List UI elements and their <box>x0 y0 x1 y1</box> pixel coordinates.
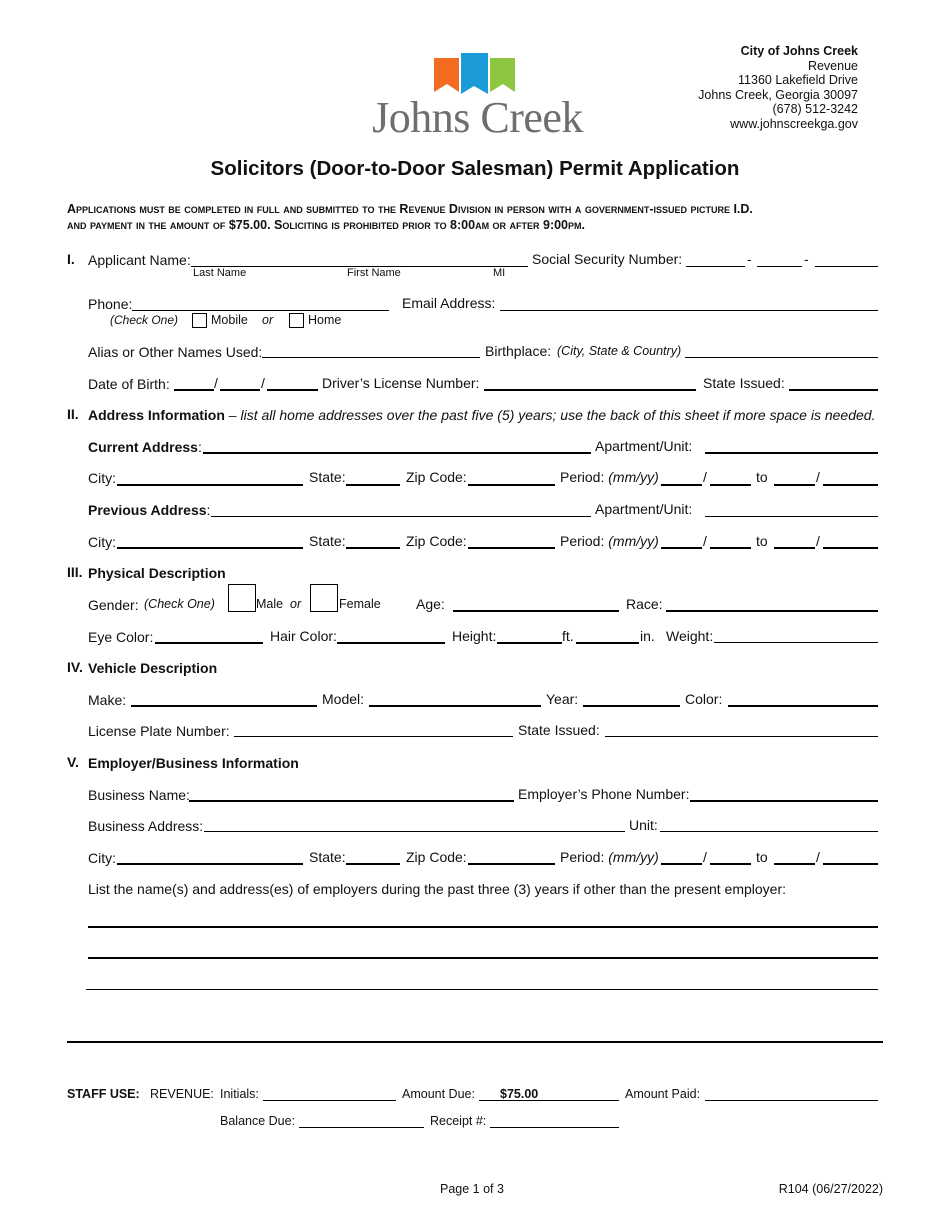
previous-city-label: City: <box>88 534 116 550</box>
city-website: www.johnscreekga.gov <box>730 116 858 131</box>
orange-flag <box>434 58 459 92</box>
business-zip-field[interactable] <box>468 863 555 865</box>
business-to-year-field[interactable] <box>823 863 878 865</box>
initials-label: Initials: <box>220 1087 259 1101</box>
female-label: Female <box>339 597 381 611</box>
business-from-month-field[interactable] <box>661 863 702 865</box>
dl-number-label: Driver’s License Number: <box>322 375 480 391</box>
blue-flag <box>461 53 488 94</box>
gender-label: Gender: <box>88 597 139 613</box>
logo-text: Johns Creek <box>372 93 583 142</box>
ssn-part-3-field[interactable] <box>815 266 878 267</box>
ssn-part-1-field[interactable] <box>686 266 745 267</box>
current-from-year-field[interactable] <box>710 484 751 486</box>
dl-number-field[interactable] <box>484 389 696 391</box>
make-field[interactable] <box>131 705 317 707</box>
dob-year-field[interactable] <box>267 389 318 391</box>
employers-list-line-1[interactable] <box>88 926 878 928</box>
weight-label: Weight: <box>666 628 714 644</box>
business-to-label: to <box>756 849 768 865</box>
last-name-caption: Last Name <box>193 267 247 279</box>
business-state-label: State: <box>309 849 346 865</box>
staff-use-label: STAFF USE: <box>67 1087 140 1101</box>
address-info-title: Address Information <box>88 407 225 423</box>
city-name: City of Johns Creek <box>740 44 858 58</box>
current-zip-field[interactable] <box>468 484 555 486</box>
staff-divider <box>67 1041 883 1043</box>
plate-field[interactable] <box>234 736 513 737</box>
section-5-heading: Employer/Business Information <box>88 755 299 771</box>
male-checkbox[interactable] <box>228 584 256 612</box>
dl-state-label: State Issued: <box>703 375 785 391</box>
current-zip-label: Zip Code: <box>406 469 467 485</box>
hair-color-label: Hair Color: <box>270 628 337 644</box>
ssn-part-2-field[interactable] <box>757 266 802 267</box>
section-4-heading: Vehicle Description <box>88 660 218 676</box>
notice-line-1: Applications must be completed in full and submitted to the Revenue Division in person with a government-issued picture I.D. <box>67 202 753 216</box>
page-title: Solicitors (Door-to-Door Salesman) Permit Application <box>210 157 740 180</box>
male-label: Male <box>256 597 284 611</box>
city-address-block <box>698 44 858 131</box>
previous-city-field[interactable] <box>117 547 303 549</box>
birthplace-field[interactable] <box>685 357 878 358</box>
business-city-field[interactable] <box>117 863 303 865</box>
business-unit-label: Unit: <box>629 817 658 833</box>
current-period-mmyy: (mm/yy) <box>608 469 659 485</box>
current-state-field[interactable] <box>346 484 400 486</box>
section-3-heading: Physical Description <box>88 565 226 581</box>
gender-or: or <box>290 597 302 611</box>
business-state-field[interactable] <box>346 863 400 865</box>
receipt-field[interactable] <box>490 1127 619 1128</box>
model-field[interactable] <box>369 705 541 707</box>
mobile-label: Mobile <box>211 313 248 327</box>
previous-from-slash: / <box>703 533 707 549</box>
previous-period-mmyy: (mm/yy) <box>608 533 659 549</box>
height-label: Height: <box>452 628 497 644</box>
email-label: Email Address: <box>402 295 496 311</box>
current-to-label: to <box>756 469 768 485</box>
business-to-slash: / <box>816 849 820 865</box>
previous-zip-field[interactable] <box>468 547 555 549</box>
dob-month-field[interactable] <box>174 389 214 391</box>
current-apt-label: Apartment/Unit: <box>595 438 693 454</box>
current-from-slash: / <box>703 469 707 485</box>
notice-line-2: and payment in the amount of $75.00. Soliciting is prohibited prior to 8:00am or after 9:00pm. <box>67 218 585 232</box>
business-zip-label: Zip Code: <box>406 849 467 865</box>
amount-due-value: $75.00 <box>500 1087 539 1101</box>
ssn-dash-1: - <box>747 251 752 267</box>
mobile-checkbox[interactable] <box>192 313 207 328</box>
page-number: Page 1 of 3 <box>440 1182 504 1196</box>
first-name-caption: First Name <box>347 267 401 279</box>
business-name-label: Business Name: <box>88 787 190 803</box>
height-ft-field[interactable] <box>497 642 562 644</box>
dl-state-field[interactable] <box>789 389 878 391</box>
birthplace-hint: (City, State & Country) <box>557 344 682 358</box>
previous-state-field[interactable] <box>346 547 400 549</box>
previous-state-label: State: <box>309 533 346 549</box>
ssn-label: Social Security Number: <box>532 251 683 267</box>
dob-day-field[interactable] <box>220 389 260 391</box>
model-label: Model: <box>322 691 365 707</box>
current-to-month-field[interactable] <box>774 484 815 486</box>
previous-period-label <box>560 533 659 549</box>
street-address: 11360 Lakefield Drive <box>738 73 858 87</box>
receipt-label: Receipt #: <box>430 1114 487 1128</box>
home-checkbox[interactable] <box>289 313 304 328</box>
business-period-mmyy: (mm/yy) <box>608 849 659 865</box>
employer-phone-field[interactable] <box>690 800 878 802</box>
business-address-field[interactable] <box>204 831 625 832</box>
current-city-field[interactable] <box>117 484 303 486</box>
business-city-label: City: <box>88 850 116 866</box>
initials-field[interactable] <box>263 1100 396 1101</box>
race-field[interactable] <box>666 610 878 612</box>
business-address-label: Business Address: <box>88 818 204 834</box>
height-in-unit: in. <box>640 628 655 644</box>
city-logo <box>355 50 600 145</box>
current-to-year-field[interactable] <box>823 484 878 486</box>
dob-label: Date of Birth: <box>88 376 170 392</box>
previous-address-label <box>88 501 210 519</box>
previous-address-title: Previous Address <box>88 502 207 518</box>
phone-label: Phone: <box>88 296 133 312</box>
employer-phone-label: Employer’s Phone Number: <box>518 786 690 802</box>
current-city-label: City: <box>88 470 116 486</box>
section-3-numeral: III. <box>67 564 83 580</box>
ssn-dash-2: - <box>804 251 809 267</box>
plate-state-label: State Issued: <box>518 722 600 738</box>
previous-from-year-field[interactable] <box>710 547 751 549</box>
green-flag <box>490 58 515 92</box>
phone-check-one: (Check One) <box>110 313 179 327</box>
eye-color-label: Eye Color: <box>88 629 154 645</box>
business-name-field[interactable] <box>189 800 514 802</box>
phone-or: or <box>262 313 274 327</box>
age-field[interactable] <box>453 610 619 612</box>
applicant-name-label: Applicant Name: <box>88 252 191 268</box>
balance-due-label: Balance Due: <box>220 1114 296 1128</box>
height-in-field[interactable] <box>576 642 639 644</box>
current-to-slash: / <box>816 469 820 485</box>
phone-field[interactable] <box>132 310 389 311</box>
dob-slash-1: / <box>214 375 218 391</box>
previous-to-month-field[interactable] <box>774 547 815 549</box>
dob-slash-2: / <box>261 375 265 391</box>
employers-list-prompt: List the name(s) and address(es) of employers during the past three (3) years if other than the present employer: <box>88 881 787 897</box>
alias-label: Alias or Other Names Used: <box>88 344 263 360</box>
weight-field[interactable] <box>714 642 878 643</box>
year-field[interactable] <box>583 705 680 707</box>
amount-paid-label: Amount Paid: <box>625 1087 701 1101</box>
eye-color-field[interactable] <box>155 642 263 644</box>
year-label: Year: <box>546 691 579 707</box>
section-2-numeral: II. <box>67 406 79 422</box>
current-address-field[interactable] <box>203 452 591 454</box>
current-address-title: Current Address <box>88 439 198 455</box>
address-info-instructions: – list all home addresses over the past five (5) years; use the back of this sheet if more space is needed. <box>224 407 876 423</box>
application-notice <box>67 201 897 233</box>
email-field[interactable] <box>500 310 878 311</box>
alias-field[interactable] <box>262 357 480 358</box>
race-label: Race: <box>626 596 663 612</box>
previous-to-slash: / <box>816 533 820 549</box>
plate-state-field[interactable] <box>605 736 878 737</box>
current-address-label <box>88 438 202 456</box>
amount-due-label: Amount Due: <box>402 1087 475 1101</box>
previous-from-month-field[interactable] <box>661 547 702 549</box>
mi-caption: MI <box>493 267 506 279</box>
amount-paid-field[interactable] <box>705 1100 878 1101</box>
current-state-label: State: <box>309 469 346 485</box>
make-label: Make: <box>88 692 127 708</box>
employers-list-line-3[interactable] <box>86 989 878 990</box>
city-phone: (678) 512-3242 <box>772 102 858 116</box>
previous-address-field[interactable] <box>211 516 591 517</box>
business-period-text: Period: <box>560 849 605 865</box>
female-checkbox[interactable] <box>310 584 338 612</box>
balance-due-field[interactable] <box>299 1127 424 1128</box>
business-unit-field[interactable] <box>660 831 878 832</box>
business-from-year-field[interactable] <box>710 863 751 865</box>
hair-color-field[interactable] <box>337 642 445 644</box>
color-field[interactable] <box>728 705 878 707</box>
current-apt-field[interactable] <box>705 452 878 454</box>
previous-apt-field[interactable] <box>705 516 878 517</box>
previous-to-year-field[interactable] <box>823 547 878 549</box>
section-1-numeral: I. <box>67 251 75 267</box>
section-2-heading <box>88 406 875 424</box>
previous-apt-label: Apartment/Unit: <box>595 501 693 517</box>
current-from-month-field[interactable] <box>661 484 702 486</box>
previous-zip-label: Zip Code: <box>406 533 467 549</box>
age-label: Age: <box>416 596 445 612</box>
business-period-label <box>560 849 659 865</box>
staff-revenue-label: REVENUE: <box>150 1087 214 1101</box>
business-from-slash: / <box>703 849 707 865</box>
current-address-colon: : <box>197 439 202 455</box>
home-label: Home <box>308 313 342 327</box>
previous-period-text: Period: <box>560 533 605 549</box>
previous-address-colon: : <box>206 502 211 518</box>
city-state-zip: Johns Creek, Georgia 30097 <box>698 87 858 102</box>
gender-check-one: (Check One) <box>144 597 215 611</box>
form-code: R104 (06/27/2022) <box>778 1182 883 1196</box>
birthplace-label: Birthplace: <box>485 343 552 359</box>
color-label: Color: <box>685 691 723 707</box>
section-4-numeral: IV. <box>67 659 83 675</box>
employers-list-line-2[interactable] <box>88 957 878 959</box>
previous-to-label: to <box>756 533 768 549</box>
plate-label: License Plate Number: <box>88 723 230 739</box>
height-ft-unit: ft. <box>562 628 574 644</box>
current-period-label <box>560 469 659 485</box>
current-period-text: Period: <box>560 469 605 485</box>
department-name: Revenue <box>807 58 858 73</box>
business-to-month-field[interactable] <box>774 863 815 865</box>
section-5-numeral: V. <box>67 754 79 770</box>
